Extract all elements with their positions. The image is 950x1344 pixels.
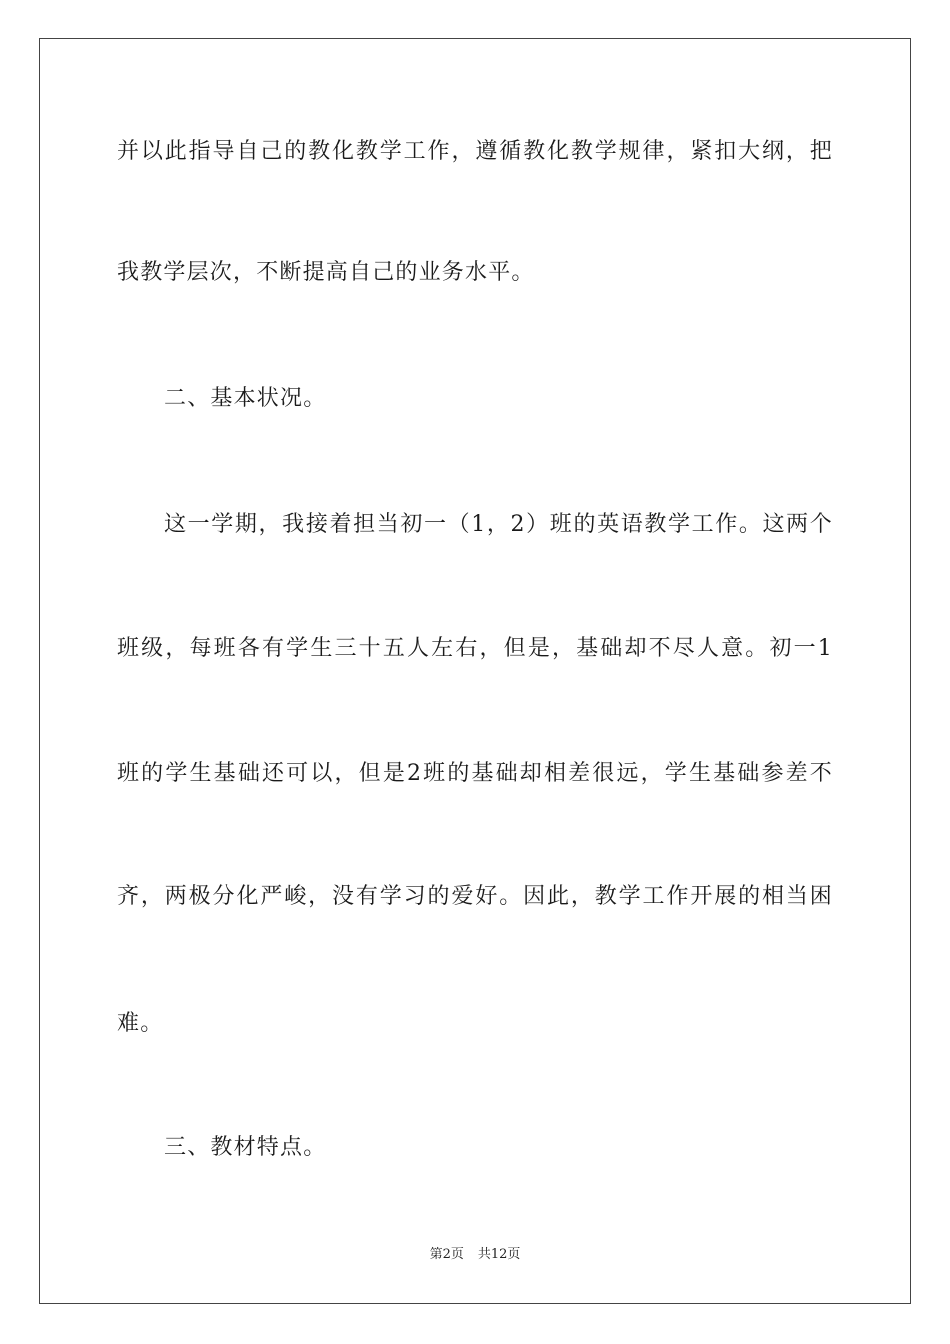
paragraph-line: 这一学期，我接着担当初一（1，2）班的英语教学工作。这两个 <box>164 512 833 537</box>
paragraph-line: 并以此指导自己的教化教学工作，遵循教化教学规律，紧扣大纲，把 <box>117 139 833 164</box>
section-heading: 二、基本状况。 <box>164 386 327 411</box>
paragraph-line: 齐，两极分化严峻，没有学习的爱好。因此，教学工作开展的相当困 <box>117 884 833 909</box>
paragraph-line: 班级，每班各有学生三十五人左右，但是，基础却不尽人意。初一1 <box>117 636 833 661</box>
page-border <box>39 38 911 1304</box>
section-heading: 三、教材特点。 <box>164 1135 327 1160</box>
page-number: 第2页 <box>429 1247 464 1262</box>
paragraph-line: 难。 <box>117 1011 164 1036</box>
paragraph-line: 班的学生基础还可以，但是2班的基础却相差很远，学生基础参差不 <box>117 761 833 786</box>
page-total: 共12页 <box>477 1247 521 1262</box>
paragraph-line: 我教学层次，不断提高自己的业务水平。 <box>117 260 535 285</box>
page-footer <box>0 1246 950 1264</box>
